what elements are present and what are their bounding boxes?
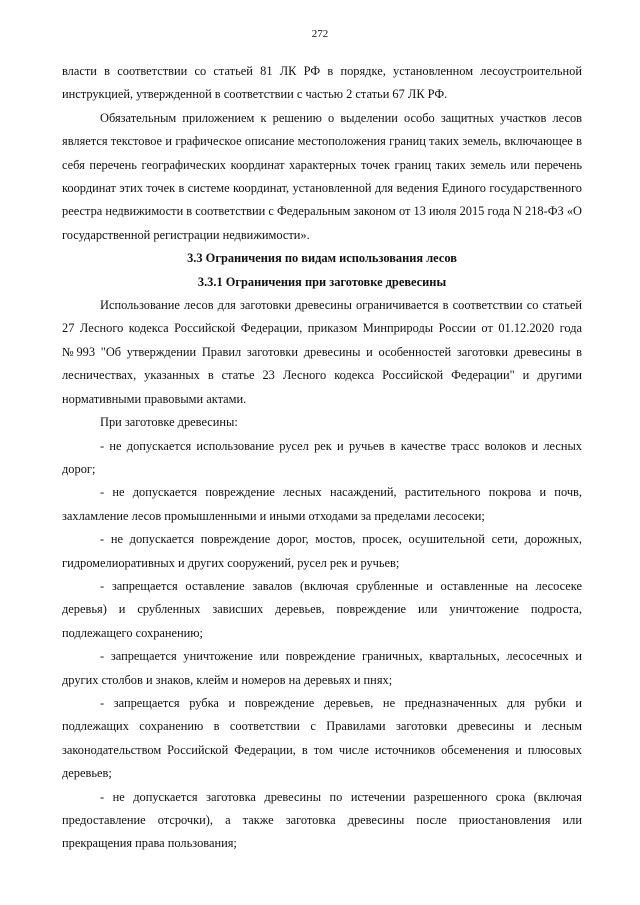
list-item: - не допускается использование русел рек и ручьев в качестве трасс волоков и лесных дорог;	[62, 438, 582, 476]
paragraph: Использование лесов для заготовки древесины ограничивается в соответствии со статьей 27 Лесного кодекса Российской Федерации, приказом Минприроды России от 01.12.2020 года №993 "Об утверждении Правил заготовки древесины и особенностей заготовки древесины в лесничествах, указанных в статье 23 Лесного кодекса Российской Федерации" и другими нормативными правовыми актами.	[62, 298, 582, 406]
document-body	[62, 60, 582, 856]
list-item: - запрещается рубка и повреждение деревьев, не предназначенных для рубки и подлежащих сохранению в соответствии с Правилами заготовки древесины и лесным законодательством Российской Федерации, в том числе источников обсеменения и плюсовых деревьев;	[62, 695, 582, 781]
paragraph: власти в соответствии со статьей 81 ЛК РФ в порядке, установленном лесоустроительной инструкцией, утвержденной в соответствии с частью 2 статьи 67 ЛК РФ.	[62, 64, 582, 102]
paragraph: Обязательным приложением к решению о выделении особо защитных участков лесов является текстовое и графическое описание местоположения границ таких земель, включающее в себя перечень географических координат характерных точек границ таких земель или перечень координат этих точек в системе координат, установленной для ведения Единого государственного реестра недвижимости в соответствии с Федеральным законом от 13 июля 2015 года N 218-ФЗ «О государственной регистрации недвижимости».	[62, 110, 582, 242]
list-item: - запрещается оставление завалов (включая срубленные и оставленные на лесосеке деревья) и срубленных зависших деревьев, повреждение или уничтожение подроста, подлежащего сохранению;	[62, 578, 582, 640]
list-item: - запрещается уничтожение или повреждение граничных, квартальных, лесосечных и других столбов и знаков, клейм и номеров на деревьях и пнях;	[62, 649, 582, 687]
page-number: 272	[311, 28, 329, 40]
list-item: - не допускается повреждение лесных насаждений, растительного покрова и почв, захламление лесов промышленными и иными отходами за пределами лесосеки;	[62, 485, 582, 523]
paragraph: При заготовке древесины:	[100, 415, 238, 430]
list-item: - не допускается заготовка древесины по истечении разрешенного срока (включая предоставление отсрочки), а также заготовка древесины после приостановления или прекращения права пользования;	[62, 789, 582, 851]
list-item: - не допускается повреждение дорог, мостов, просек, осушительной сети, дорожных, гидромелиоративных и других сооружений, русел рек и ручьев;	[62, 532, 582, 570]
section-heading: 3.3 Ограничения по видам использования лесов	[187, 251, 457, 266]
subsection-heading: 3.3.1 Ограничения при заготовке древесины	[197, 274, 447, 289]
